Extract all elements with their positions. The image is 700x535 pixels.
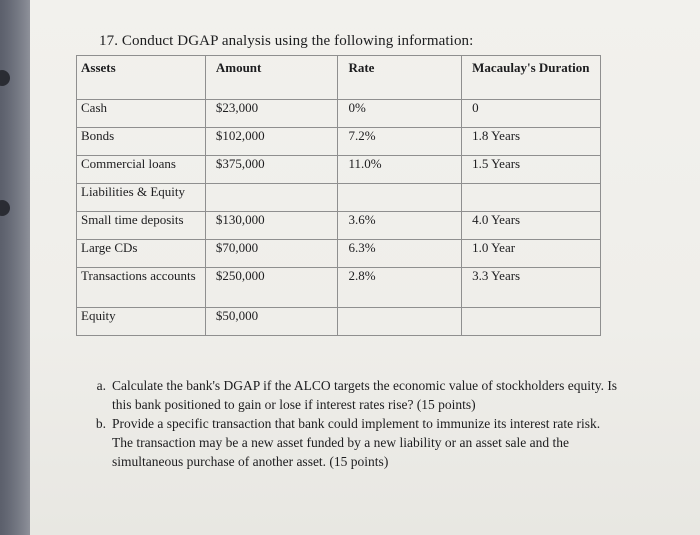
cell-duration [462,308,601,336]
header-assets: Assets [77,56,206,100]
header-amount: Amount [205,56,338,100]
binder-hole [0,200,10,216]
cell-rate: 0% [338,100,462,128]
cell-duration: 1.0 Year [462,240,601,268]
cell-amount: $102,000 [205,128,338,156]
cell-duration: 0 [462,100,601,128]
cell-label: Transactions accounts [77,268,206,308]
cell-amount: $250,000 [205,268,338,308]
table-row [77,100,601,128]
header-rate: Rate [338,56,462,100]
header-duration: Macaulay's Duration [462,56,601,100]
cell-duration: 3.3 Years [462,268,601,308]
binder-holes [0,0,20,535]
cell-rate: 2.8% [338,268,462,308]
cell-rate [338,184,462,212]
cell-label: Large CDs [77,240,206,268]
table-row [77,128,601,156]
cell-rate: 11.0% [338,156,462,184]
table-body [77,100,601,336]
cell-duration: 1.8 Years [462,128,601,156]
table-header-row [77,56,601,100]
cell-label: Cash [77,100,206,128]
cell-rate: 3.6% [338,212,462,240]
cell-amount: $70,000 [205,240,338,268]
binder-hole [0,70,10,86]
cell-amount: $50,000 [205,308,338,336]
subquestion-text: Calculate the bank's DGAP if the ALCO targets the economic value of stockholders equity. Is this bank positioned to gain or lose if interest rates rise? (15 points) [112,378,618,412]
subquestion-b [84,414,624,471]
cell-amount [205,184,338,212]
subquestions [84,376,624,471]
cell-duration: 4.0 Years [462,212,601,240]
subquestion-text: Provide a specific transaction that bank could implement to immunize its interest rate risk. The transaction may be a new asset funded by a new liability or an asset sale and the simultaneous purchase of another asset. (15 points) [112,416,601,469]
table-row [77,212,601,240]
table-row [77,156,601,184]
question-title: Conduct DGAP analysis using the following information: [121,33,474,49]
cell-amount: $130,000 [205,212,338,240]
table-row [77,268,601,308]
cell-amount: $375,000 [205,156,338,184]
subquestion-a [84,376,624,414]
table-row [77,308,601,336]
cell-label: Equity [77,308,206,336]
cell-label: Bonds [77,128,206,156]
cell-label: Small time deposits [77,212,206,240]
subquestion-letter: a. [96,378,106,393]
dgap-table [76,55,601,336]
question-heading [99,33,473,50]
cell-amount: $23,000 [205,100,338,128]
table-section-row [77,184,601,212]
cell-label: Commercial loans [77,156,206,184]
cell-rate [338,308,462,336]
cell-duration: 1.5 Years [462,156,601,184]
cell-rate: 6.3% [338,240,462,268]
subquestion-letter: b. [95,416,106,431]
cell-label: Liabilities & Equity [77,184,206,212]
table-row [77,240,601,268]
cell-duration [462,184,601,212]
cell-rate: 7.2% [338,128,462,156]
question-number: 17. [99,33,119,49]
